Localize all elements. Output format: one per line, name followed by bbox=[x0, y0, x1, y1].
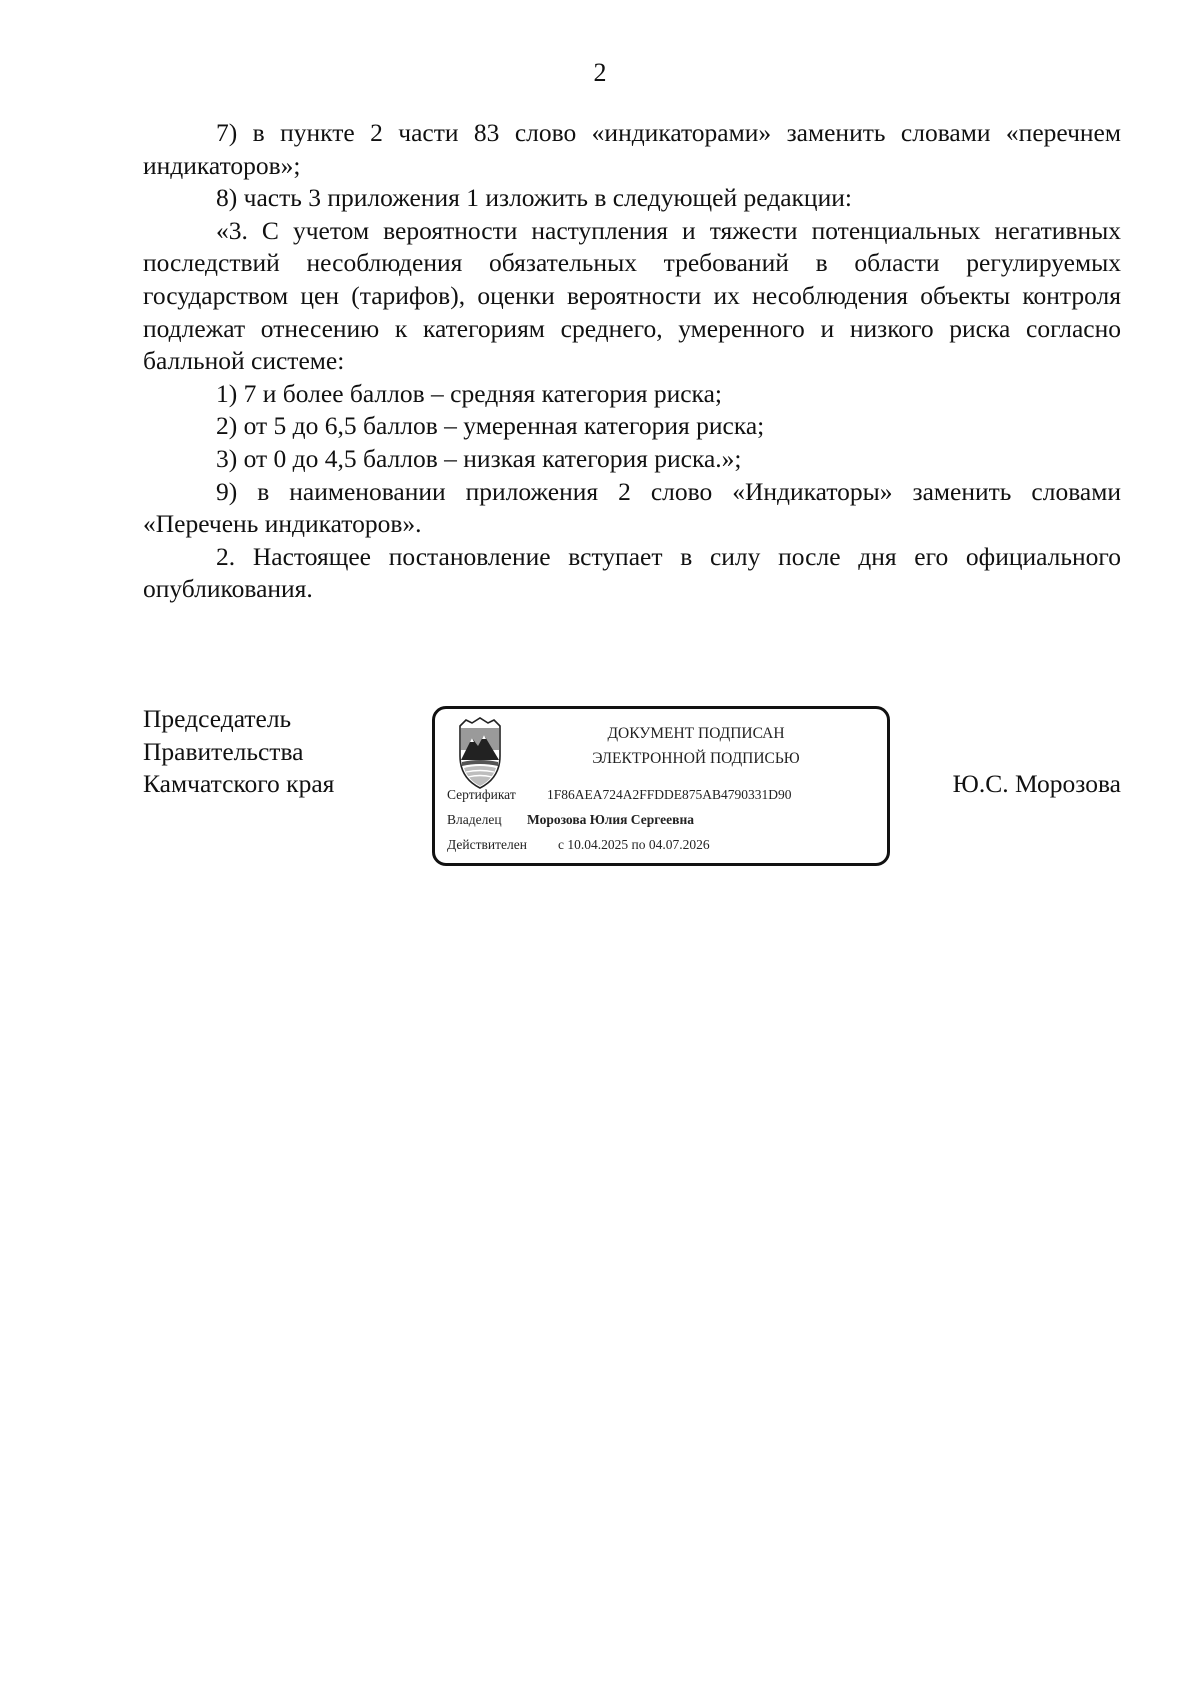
stamp-title-line: ЭЛЕКТРОННОЙ ПОДПИСЬЮ bbox=[592, 750, 800, 767]
stamp-owner-row bbox=[447, 811, 694, 829]
owner-value: Морозова Юлия Сергеевна bbox=[527, 812, 694, 827]
certificate-label: Сертификат bbox=[447, 787, 516, 802]
signatory-position bbox=[143, 703, 334, 801]
paragraph-item-8: 8) часть 3 приложения 1 изложить в следующей редакции: bbox=[216, 183, 852, 213]
paragraph-item-7: 7) в пункте 2 части 83 слово «индикаторами» заменить словами «перечнем индикаторов»; bbox=[143, 118, 1121, 180]
electronic-signature-stamp bbox=[432, 706, 890, 866]
stamp-title bbox=[525, 721, 867, 771]
paragraph-quoted-part-3: «3. С учетом вероятности наступления и тяжести потенциальных негативных последствий несоблюдения обязательных требований в области регулируемых государством цен (тарифов), оценки вероятности их несоблюдения объекты контроля подлежат отнесению к категориям среднего, умеренного и низкого риска согласно балльной системе: bbox=[143, 215, 1121, 376]
signatory-name: Ю.С. Морозова bbox=[952, 769, 1121, 798]
stamp-title-line: ДОКУМЕНТ ПОДПИСАН bbox=[607, 725, 785, 742]
stamp-certificate-row bbox=[447, 786, 792, 804]
paragraph-risk-level-3: 3) от 0 до 4,5 баллов – низкая категория риска.»; bbox=[216, 443, 742, 473]
paragraph-risk-level-2: 2) от 5 до 6,5 баллов – умеренная категория риска; bbox=[216, 411, 765, 441]
validity-label: Действителен bbox=[447, 837, 527, 852]
certificate-value: 1F86AEA724A2FFDDE875AB4790331D90 bbox=[547, 787, 792, 802]
paragraph-item-9: 9) в наименовании приложения 2 слово «Индикаторы» заменить словами «Перечень индикаторов». bbox=[143, 476, 1121, 539]
paragraph-risk-level-1: 1) 7 и более баллов – средняя категория риска; bbox=[216, 378, 722, 408]
owner-label: Владелец bbox=[447, 812, 502, 827]
kamchatka-coat-of-arms-icon bbox=[450, 716, 510, 790]
page-number: 2 bbox=[593, 58, 607, 87]
signatory-position-line: Председатель bbox=[143, 704, 292, 733]
paragraph-effective-date: 2. Настоящее постановление вступает в силу после дня его официального опубликования. bbox=[143, 541, 1121, 604]
signatory-position-line: Камчатского края bbox=[143, 769, 335, 799]
validity-value: с 10.04.2025 по 04.07.2026 bbox=[558, 837, 710, 852]
signatory-position-line: Правительства bbox=[143, 736, 304, 766]
document-body bbox=[143, 117, 1121, 606]
stamp-validity-row bbox=[447, 836, 710, 854]
